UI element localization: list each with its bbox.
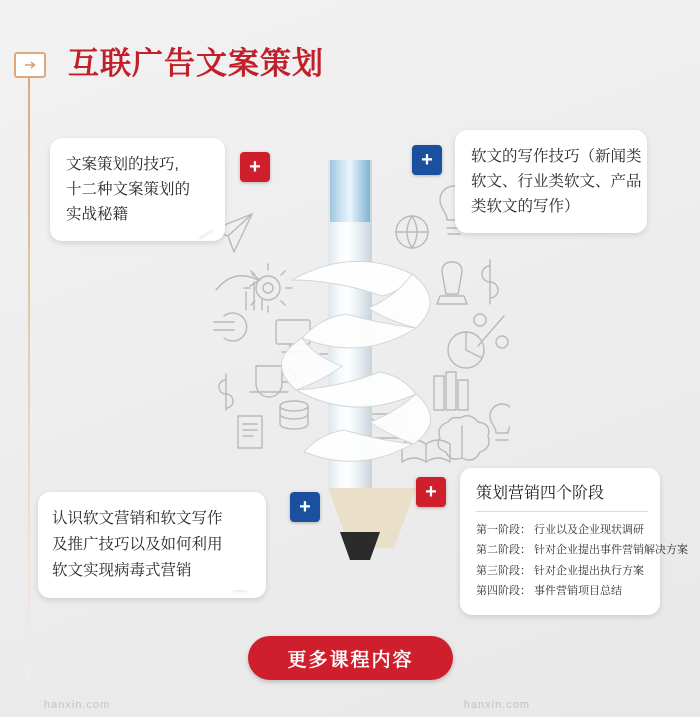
callout-top-left-line-1: 文案策划的技巧, [66,156,179,173]
stage-3-label: 第三阶段： [476,564,531,577]
callout-top-left-line-2: 十二种文案策划的 [66,181,191,199]
watermark-left: hanxin.com [44,699,111,711]
stage-row-3 [476,561,648,581]
pencil-cap [330,160,370,222]
left-vertical-rule [28,60,30,680]
stage-1-text: 行业以及企业现状调研 [534,524,644,536]
callout-top-left-tail [198,228,214,238]
callout-bottom-right-title: 策划营销四个阶段 [476,485,605,502]
stage-4-text: 事件营销项目总结 [534,585,622,598]
watermark-right: hanxin.com [463,699,530,711]
plus-icon-bottom-left: + [290,492,320,522]
stage-row-4 [476,581,648,601]
stage-row-1 [476,520,648,540]
plus-icon-top-left: + [240,152,270,182]
callout-top-right [455,130,647,233]
callout-bottom-left-line-1: 认识软文营销和软文写作 [52,510,223,527]
callout-bottom-left-line-3: 软文实现病毒式营销 [52,562,192,580]
arrow-right-icon [14,52,46,78]
plus-icon-top-right: + [412,145,442,175]
stage-2-text: 针对企业提出事件营销解决方案 [534,544,688,557]
page-title: 互联广告文案策划 [68,46,324,81]
stage-row-2 [476,540,688,560]
stage-3-text: 针对企业提出执行方案 [534,564,644,577]
callout-top-right-line-3: 类软文的写作） [471,198,580,216]
stage-4-label: 第四阶段： [476,585,531,598]
callout-top-left [50,138,225,241]
callout-top-left-line-3: 实战秘籍 [66,206,129,224]
stage-1-label: 第一阶段： [476,524,531,536]
callout-top-right-line-1: 软文的写作技巧（新闻类 [471,148,642,165]
more-courses-button[interactable]: 更多课程内容 [248,636,453,680]
callout-bottom-left-tail [232,580,248,590]
callout-bottom-right-divider [476,511,648,512]
callout-top-right-line-2: 软文、行业类软文、产品 [471,173,642,191]
stage-2-label: 第二阶段： [476,544,531,557]
callout-bottom-right [460,468,688,615]
plus-icon-bottom-right: + [416,477,446,507]
callout-bottom-left-line-2: 及推广技巧以及如何利用 [52,536,223,554]
